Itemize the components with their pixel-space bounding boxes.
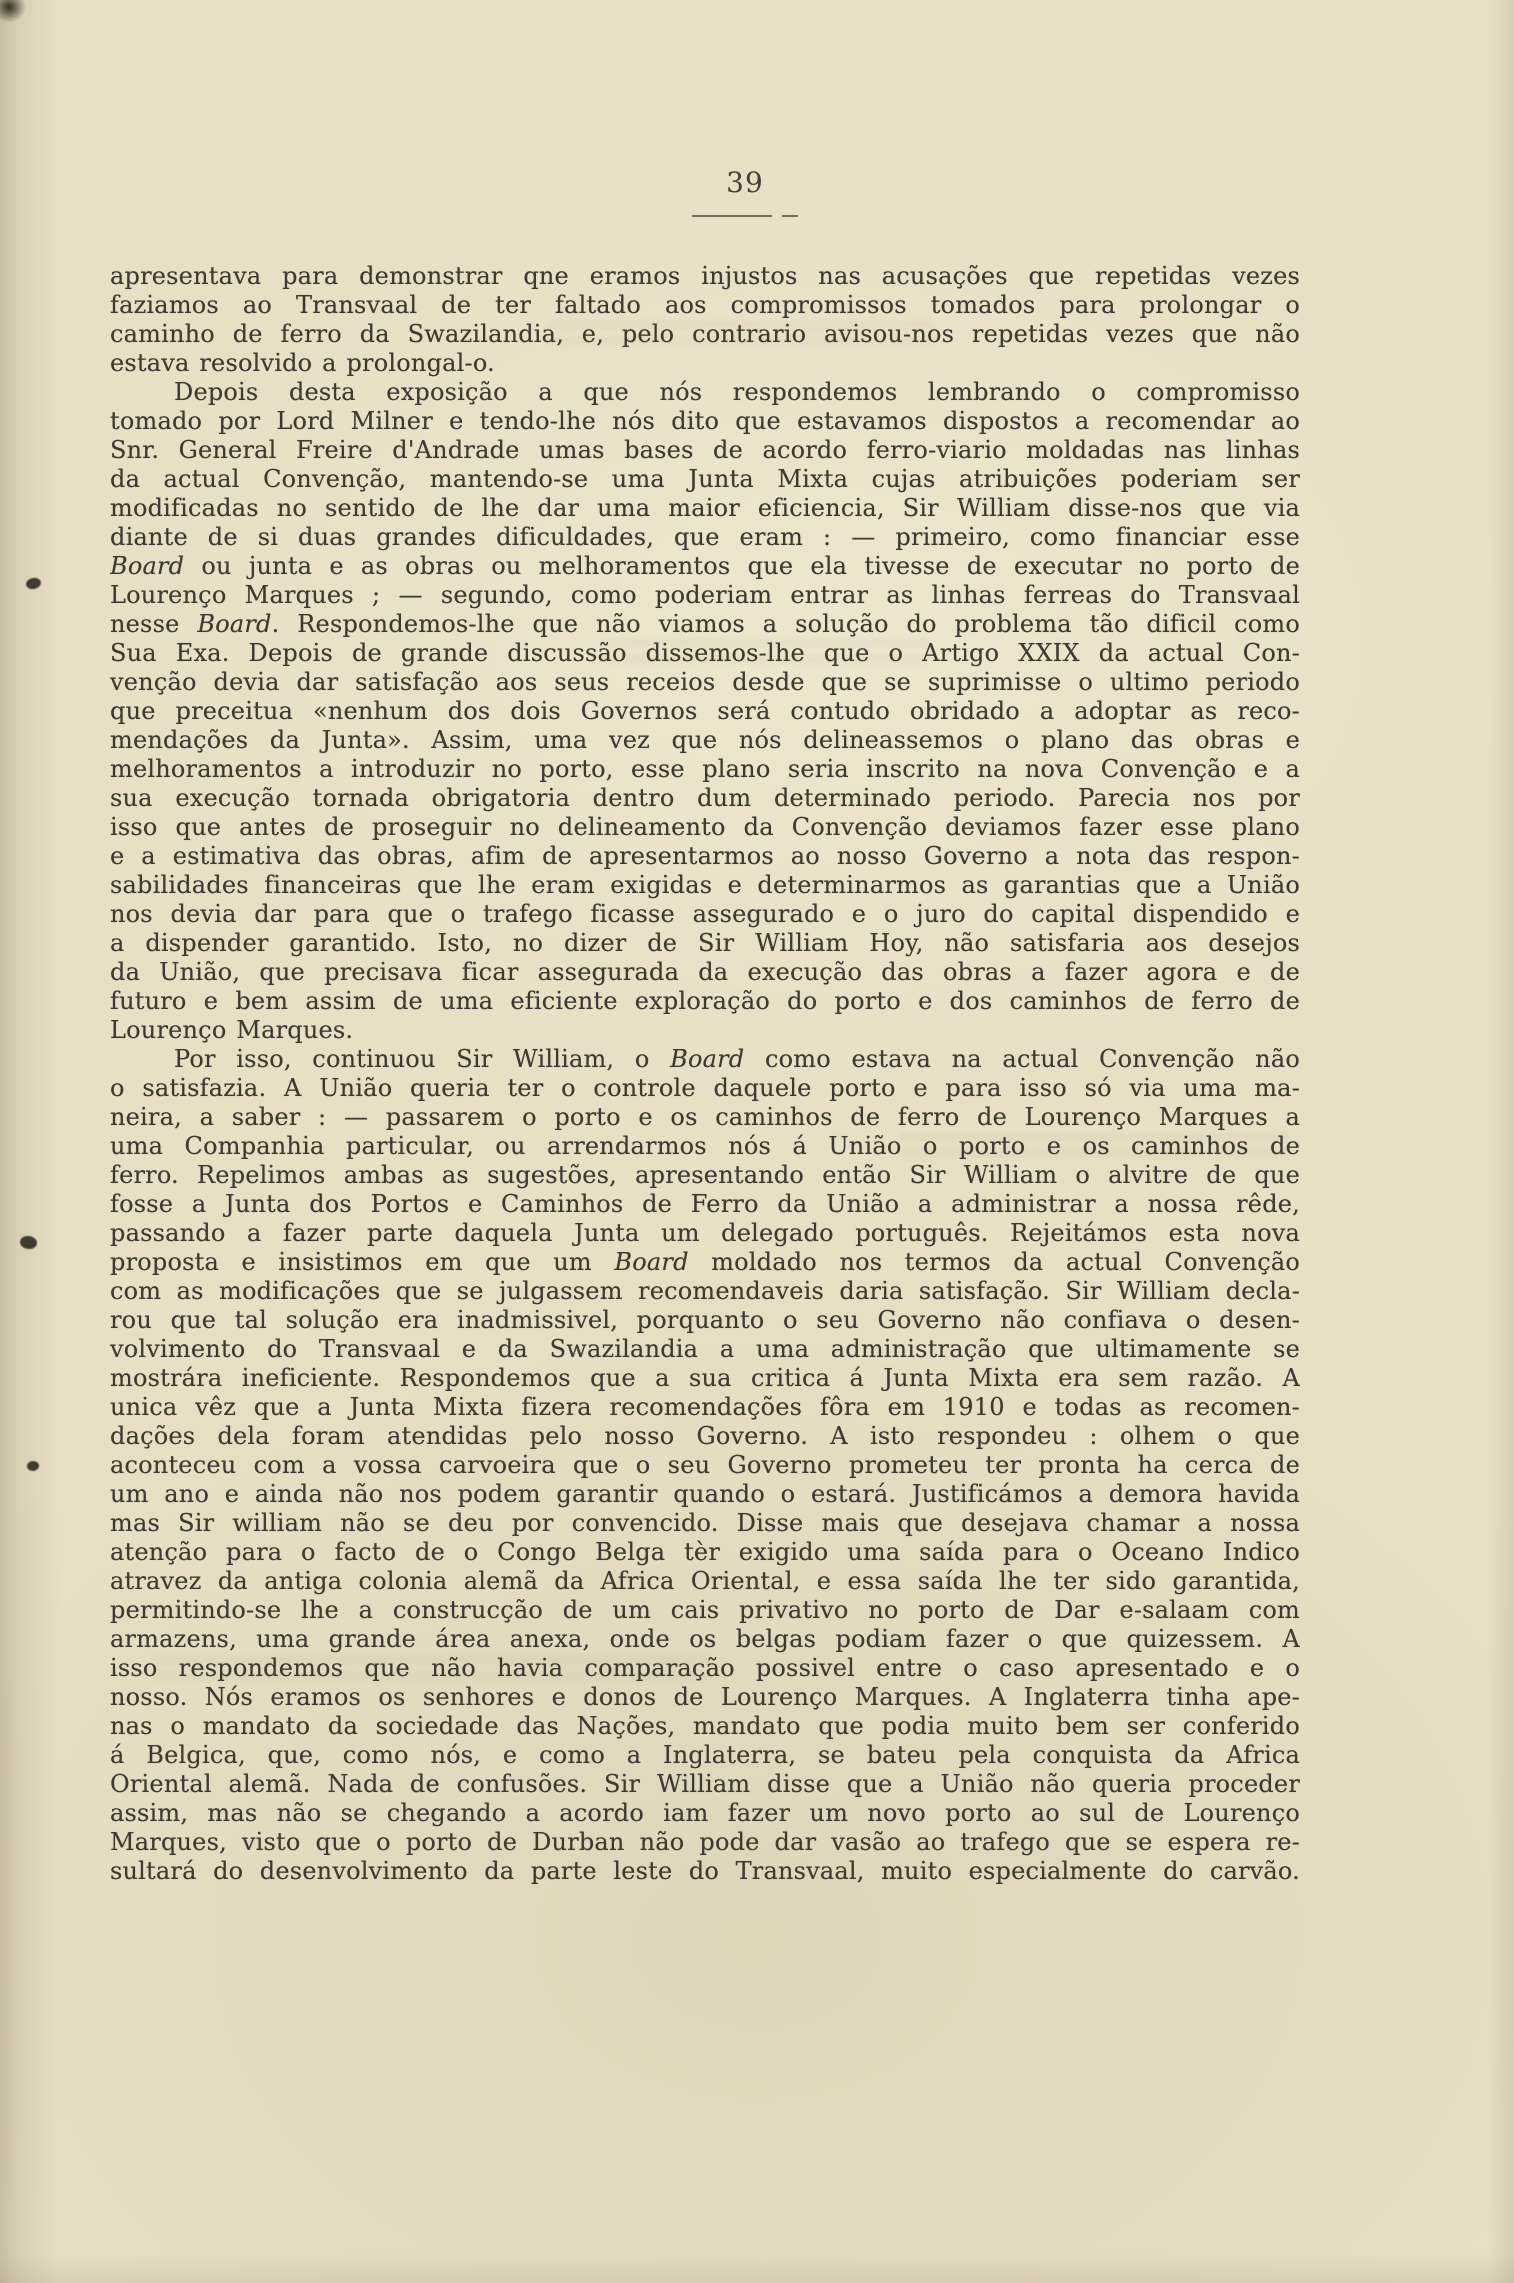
text-segment: com as modificações que se julgassem recomendaveis daria satisfação. Sir William decla- [110, 1277, 1300, 1305]
text-line [110, 1741, 1300, 1770]
text-segment: permitindo-se lhe a construcção de um cais privativo no porto de Dar e-salaam com [110, 1596, 1300, 1624]
text-segment: modificadas no sentido de lhe dar uma maior eficiencia, Sir William disse-nos que via [110, 494, 1300, 522]
text-line [110, 929, 1300, 958]
text-line [110, 1045, 1300, 1074]
italic-text: Board [670, 1045, 745, 1073]
text-segment: futuro e bem assim de uma eficiente exploração do porto e dos caminhos de ferro de [110, 987, 1300, 1015]
text-line [110, 407, 1300, 436]
text-line [110, 552, 1300, 581]
text-segment: fosse a Junta dos Portos e Caminhos de Ferro da União a administrar a nossa rêde, [110, 1190, 1300, 1218]
text-segment: moldado nos termos da actual Convenção [688, 1248, 1300, 1276]
paragraph [110, 378, 1300, 1045]
text-line [110, 1219, 1300, 1248]
text-segment: que preceitua «nenhum dos dois Governos será contudo obridado a adoptar as reco- [110, 697, 1300, 725]
text-line [110, 1364, 1300, 1393]
text-line [110, 1248, 1300, 1277]
text-segment: isso respondemos que não havia comparação possivel entre o caso apresentado e o [110, 1654, 1300, 1682]
text-segment: um ano e ainda não nos podem garantir quando o estará. Justificámos a demora havida [110, 1480, 1300, 1508]
text-line [110, 494, 1300, 523]
text-segment: atenção para o facto de o Congo Belga tèr exigido uma saída para o Oceano Indico [110, 1538, 1300, 1566]
text-segment: Lourenço Marques. [110, 1016, 354, 1044]
text-segment: nesse [110, 610, 198, 638]
text-line [110, 349, 1300, 378]
page-number-rule [692, 215, 798, 217]
rule-segment [692, 215, 772, 217]
text-line [110, 871, 1300, 900]
ink-blot [27, 1460, 40, 1471]
text-segment: nos devia dar para que o trafego ficasse assegurado e o juro do capital dispendido e [110, 900, 1300, 928]
text-line [110, 378, 1300, 407]
text-segment: melhoramentos a introduzir no porto, esse plano seria inscrito na nova Convenção e a [110, 755, 1300, 783]
text-line [110, 465, 1300, 494]
text-line [110, 1654, 1300, 1683]
text-segment: sultará do desenvolvimento da parte leste do Transvaal, muito especialmente do carvão. [110, 1857, 1300, 1885]
text-line [110, 958, 1300, 987]
text-line [110, 784, 1300, 813]
text-segment: . Respondemos-lhe que não viamos a solução do problema tão dificil como [271, 610, 1300, 638]
italic-text: Board [197, 610, 272, 638]
text-segment: á Belgica, que, como nós, e como a Inglaterra, se bateu pela conquista da Africa [110, 1741, 1300, 1769]
text-segment: proposta e insistimos em que um [110, 1248, 615, 1276]
ink-blot [25, 577, 42, 591]
text-line [110, 291, 1300, 320]
text-segment: Lourenço Marques ; — segundo, como poderiam entrar as linhas ferreas do Transvaal [110, 581, 1300, 609]
text-segment: Oriental alemã. Nada de confusões. Sir William disse que a União não queria proceder [110, 1770, 1300, 1798]
text-segment: volvimento do Transvaal e da Swazilandia a uma administração que ultimamente se [110, 1335, 1300, 1363]
text-line [110, 581, 1300, 610]
text-segment: Sua Exa. Depois de grande discussão dissemos-lhe que o Artigo XXIX da actual Con- [110, 639, 1300, 667]
text-segment: Depois desta exposição a que nós respondemos lembrando o compromisso [174, 378, 1300, 406]
text-line [110, 1596, 1300, 1625]
text-segment: da actual Convenção, mantendo-se uma Junta Mixta cujas atribuições poderiam ser [110, 465, 1300, 493]
text-segment: assim, mas não se chegando a acordo iam fazer um novo porto ao sul de Lourenço [110, 1799, 1300, 1827]
text-segment: Snr. General Freire d'Andrade umas bases de acordo ferro-viario moldadas nas linhas [110, 436, 1300, 464]
text-line [110, 262, 1300, 291]
text-line [110, 755, 1300, 784]
text-segment: da União, que precisava ficar assegurada da execução das obras a fazer agora e de [110, 958, 1300, 986]
text-line [110, 1277, 1300, 1306]
text-line [110, 1712, 1300, 1741]
text-segment: ferro. Repelimos ambas as sugestões, apresentando então Sir William o alvitre de que [110, 1161, 1300, 1189]
text-line [110, 987, 1300, 1016]
text-line [110, 1016, 1300, 1045]
text-line [110, 1538, 1300, 1567]
text-segment: rou que tal solução era inadmissivel, porquanto o seu Governo não confiava o desen- [110, 1306, 1300, 1334]
text-line [110, 1132, 1300, 1161]
text-segment: mas Sir william não se deu por convencido. Disse mais que desejava chamar a nossa [110, 1509, 1300, 1537]
text-segment: caminho de ferro da Swazilandia, e, pelo contrario avisou-nos repetidas vezes que não [110, 320, 1300, 348]
text-line [110, 1683, 1300, 1712]
text-line [110, 639, 1300, 668]
text-line [110, 1828, 1300, 1857]
text-segment: tomado por Lord Milner e tendo-lhe nós dito que estavamos dispostos a recomendar ao [110, 407, 1300, 435]
text-segment: Marques, visto que o porto de Durban não pode dar vasão ao trafego que se espera re- [110, 1828, 1300, 1856]
text-segment: sua execução tornada obrigatoria dentro dum determinado periodo. Parecia nos por [110, 784, 1300, 812]
text-segment: faziamos ao Transvaal de ter faltado aos compromissos tomados para prolongar o [110, 291, 1300, 319]
text-segment: passando a fazer parte daquela Junta um delegado português. Rejeitámos esta nova [110, 1219, 1300, 1247]
text-segment: dações dela foram atendidas pelo nosso Governo. A isto respondeu : olhem o que [110, 1422, 1300, 1450]
text-segment: venção devia dar satisfação aos seus receios desde que se suprimisse o ultimo periodo [110, 668, 1300, 696]
text-line [110, 1799, 1300, 1828]
text-segment: aconteceu com a vossa carvoeira que o seu Governo prometeu ter pronta ha cerca de [110, 1451, 1300, 1479]
page-header [0, 166, 1490, 217]
text-line [110, 1480, 1300, 1509]
text-segment: apresentava para demonstrar qne eramos injustos nas acusações que repetidas vezes [110, 262, 1300, 290]
text-segment: ou junta e as obras ou melhoramentos que ela tivesse de executar no porto de [184, 552, 1300, 580]
text-segment: unica vêz que a Junta Mixta fizera recomendações fôra em 1910 e todas as recomen- [110, 1393, 1300, 1421]
text-segment: diante de si duas grandes dificuldades, que eram : — primeiro, como financiar esse [110, 523, 1300, 551]
text-line [110, 1857, 1300, 1886]
text-block [110, 262, 1300, 1886]
text-segment: uma Companhia particular, ou arrendarmos nós á União o porto e os caminhos de [110, 1132, 1300, 1160]
text-segment: nas o mandato da sociedade das Nações, mandato que podia muito bem ser conferido [110, 1712, 1300, 1740]
text-line [110, 1306, 1300, 1335]
text-segment: como estava na actual Convenção não [744, 1045, 1300, 1073]
page-number: 39 [726, 166, 764, 199]
text-segment: nosso. Nós eramos os senhores e donos de Lourenço Marques. A Inglaterra tinha ape- [110, 1683, 1300, 1711]
italic-text: Board [614, 1248, 689, 1276]
text-segment: mendações da Junta». Assim, uma vez que nós delineassemos o plano das obras e [110, 726, 1300, 754]
text-segment: neira, a saber : — passarem o porto e os caminhos de ferro de Lourenço Marques a [110, 1103, 1300, 1131]
text-line [110, 1161, 1300, 1190]
text-segment: isso que antes de proseguir no delineamento da Convenção deviamos fazer esse plano [110, 813, 1300, 841]
text-line [110, 813, 1300, 842]
text-line [110, 697, 1300, 726]
text-line [110, 1393, 1300, 1422]
scan-corner-shadow [0, 0, 32, 28]
text-segment: e a estimativa das obras, afim de apresentarmos ao nosso Governo a nota das respon- [110, 842, 1300, 870]
text-line [110, 1103, 1300, 1132]
text-line [110, 842, 1300, 871]
text-line [110, 1625, 1300, 1654]
italic-text: Board [110, 552, 185, 580]
text-line [110, 523, 1300, 552]
text-line [110, 610, 1300, 639]
ink-blot [19, 1235, 38, 1250]
rule-segment [782, 215, 798, 217]
text-segment: sabilidades financeiras que lhe eram exigidas e determinarmos as garantias que a União [110, 871, 1300, 899]
text-line [110, 1422, 1300, 1451]
text-segment: a dispender garantido. Isto, no dizer de Sir William Hoy, não satisfaria aos desejos [110, 929, 1300, 957]
text-line [110, 1074, 1300, 1103]
text-line [110, 1770, 1300, 1799]
text-segment: Por isso, continuou Sir William, o [174, 1045, 671, 1073]
text-segment: atravez da antiga colonia alemã da Africa Oriental, e essa saída lhe ter sido garantida, [110, 1567, 1300, 1595]
text-line [110, 1451, 1300, 1480]
text-line [110, 900, 1300, 929]
text-segment: armazens, uma grande área anexa, onde os belgas podiam fazer o que quizessem. A [110, 1625, 1300, 1653]
text-line [110, 1567, 1300, 1596]
paragraph [110, 1045, 1300, 1886]
text-line [110, 1509, 1300, 1538]
text-line [110, 1190, 1300, 1219]
text-line [110, 668, 1300, 697]
text-line [110, 1335, 1300, 1364]
text-line [110, 436, 1300, 465]
text-segment: o satisfazia. A União queria ter o controle daquele porto e para isso só via uma ma- [110, 1074, 1300, 1102]
text-segment: estava resolvido a prolongal-o. [110, 349, 495, 377]
paragraph [110, 262, 1300, 378]
text-line [110, 320, 1300, 349]
text-segment: mostrára ineficiente. Respondemos que a sua critica á Junta Mixta era sem razão. A [110, 1364, 1300, 1392]
text-line [110, 726, 1300, 755]
